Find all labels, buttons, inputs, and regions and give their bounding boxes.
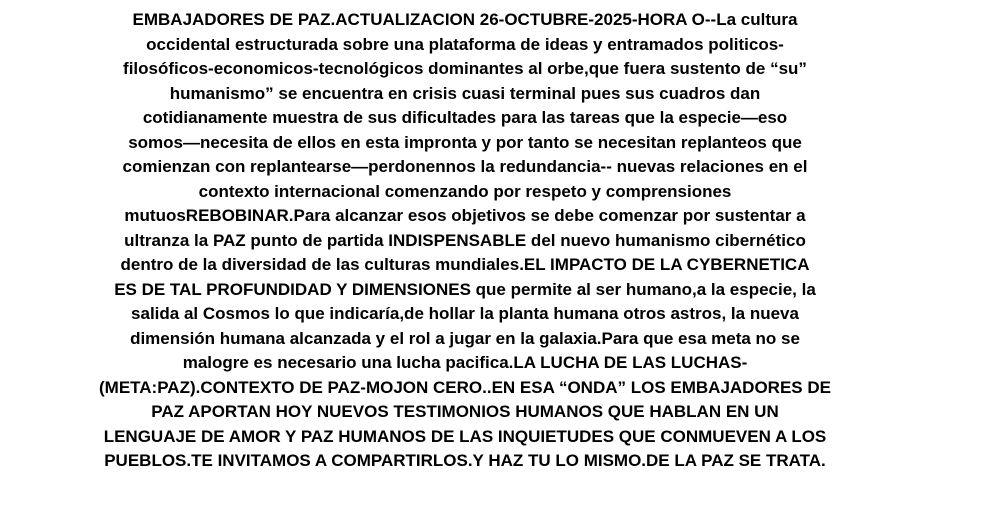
text-line: dentro de la diversidad de las culturas mundiales.EL IMPACTO DE LA CYBERNETICA — [120, 255, 810, 274]
text-line: LENGUAJE DE AMOR Y PAZ HUMANOS DE LAS INQUIETUDES QUE CONMUEVEN A LOS — [103, 426, 827, 446]
text-line: occidental estructurada sobre una plataforma de ideas y entramados politicos- — [146, 34, 784, 54]
text-line: ultranza la PAZ punto de partida INDISPENSABLE del nuevo humanismo cibernético — [124, 230, 806, 250]
document-body — [0, 8, 930, 474]
text-line: comienzan con replantearse—perdonennos la redundancia-- nuevas relaciones en el — [122, 157, 808, 176]
text-line: humanismo” se encuentra en crisis cuasi terminal pues sus cuadros dan — [169, 83, 761, 103]
text-line: PAZ APORTAN HOY NUEVOS TESTIMONIOS HUMANOS QUE HABLAN EN UN — [151, 402, 779, 421]
text-line: salida al Cosmos lo que indicaría,de hollar la planta humana otros astros, la nueva — [131, 304, 799, 323]
text-line: contexto internacional comenzando por respeto y comprensiones — [198, 181, 732, 201]
text-line: malogre es necesario una lucha pacifica.LA LUCHA DE LAS LUCHAS- — [182, 353, 748, 372]
text-line: (META:PAZ).CONTEXTO DE PAZ-MOJON CERO..EN ESA “ONDA” LOS EMBAJADORES DE — [99, 377, 831, 397]
text-line: filosóficos-economicos-tecnológicos dominantes al orbe,que fuera sustento de “su” — [123, 59, 807, 78]
text-line: dimensión humana alcanzada y el rol a jugar en la galaxia.Para que esa meta no se — [130, 328, 800, 348]
text-line: mutuosREBOBINAR.Para alcanzar esos objetivos se debe comenzar por sustentar a — [124, 206, 806, 225]
text-line: cotidianamente muestra de sus dificultades para las tareas que la especie—eso — [142, 108, 788, 127]
text-line: ES DE TAL PROFUNDIDAD Y DIMENSIONES que permite al ser humano,a la especie, la — [114, 279, 816, 299]
text-line: PUEBLOS.TE INVITAMOS A COMPARTIRLOS.Y HAZ TU LO MISMO.DE LA PAZ SE TRATA. — [104, 451, 826, 470]
text-line: somos—necesita de ellos en esta impronta y por tanto se necesitan replanteos que — [128, 132, 802, 152]
text-line: EMBAJADORES DE PAZ.ACTUALIZACION 26-OCTUBRE-2025-HORA O--La cultura — [132, 10, 798, 29]
